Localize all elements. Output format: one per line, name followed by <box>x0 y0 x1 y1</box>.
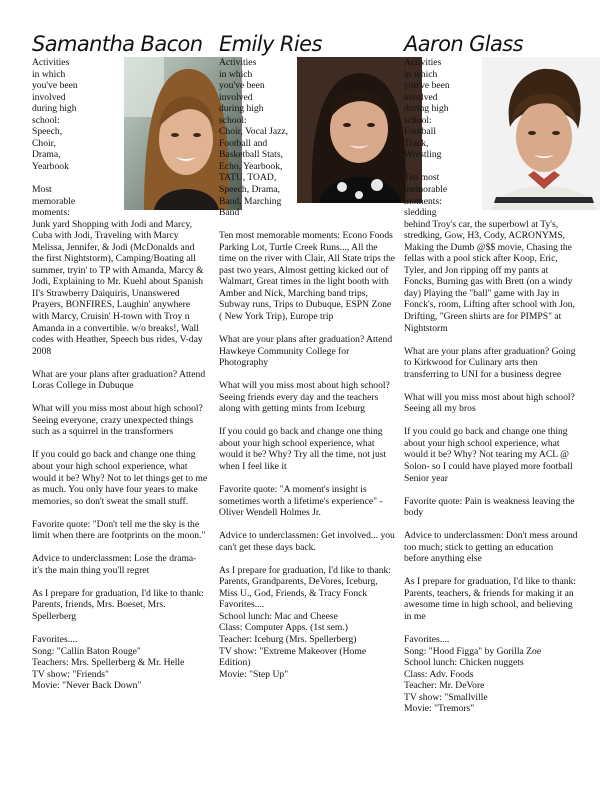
miss-answer: What will you miss most about high school? Seeing everyone, crazy unexpected things such as a squirrel in the transformers <box>32 403 203 438</box>
plans-answer: What are your plans after graduation? Attend Hawkeye Community College for Photography <box>219 334 393 369</box>
memorable-moments: behind Troy's car, the superbowl at Ty's, stredking, Gow, H3, Cody, ACRONYMS, Making the Dumb @$$ movie, Chasing the fellas with a pool stick after Koop, Eric, Tyler, and Jon ripping off my pants at Foncks, Burning gas with Brett (on a windy day) Playing the "ball" game with Jay in Fonck's, room, Lifting after school with Jon, Drifting, "Green shirts are for PIMPS" at Nightstorm <box>404 218 575 334</box>
change-answer: If you could go back and change one thing about your high school experience, what would it be? Why? Not to let things get to me as much. You only have four years to make memories, so don't sweat the small stuff. <box>32 449 208 507</box>
question-label: Activities in which you've been involved during high school: <box>32 57 78 126</box>
activities-list: Speech, Choir, Drama, Yearbook <box>32 126 69 172</box>
change-answer: If you could go back and change one thing about your high school experience, what would it be? Why? Try all the time, not just when I feel like it <box>219 426 387 472</box>
question-label: Ten most memorable moments: sledding <box>404 172 448 219</box>
activities-list: Football Track, Wrestling <box>404 126 442 161</box>
plans-answer: What are your plans after graduation? Going to Kirkwood for Culinary arts then transferring to UNI for a business degree <box>404 345 576 380</box>
question-label: Most memorable moments: <box>32 183 76 219</box>
student-profile-aaron <box>404 32 580 715</box>
question-label: Activities in which you've been involved during high school: <box>219 57 265 126</box>
favorite-quote: Favorite quote: "A moment's insight is sometimes worth a lifetime's experience" -Oliver Wendell Holmes Jr. <box>219 484 383 519</box>
advice-answer: Advice to underclassmen: Get involved... you can't get these days back. <box>219 530 395 553</box>
favorite-quote: Favorite quote: "Don't tell me the sky is the limit when there are footprints on the moon." <box>32 518 206 542</box>
favorites-list: Favorites.... School lunch: Mac and Cheese Class: Computer Apps. (1st sem.) Teacher: Iceburg (Mrs. Spellerberg) TV show: "Extreme Makeover (Home Edition) Movie: "Step Up" <box>219 599 367 680</box>
favorites-list: Favorites.... Song: "Hood Figga" by Gorilla Zoe School lunch: Chicken nuggets Class: Adv. Foods Teacher: Mr. DeVore TV show: "Smallville Movie: "Tremors" <box>404 633 542 715</box>
plans-answer: What are your plans after graduation? Attend Loras College in Dubuque <box>32 368 206 392</box>
student-photo <box>482 57 600 210</box>
memorable-moments: Junk yard Shopping with Jodi and Marcy, Cuba with Jodi, Traveling with Marcy Melissa, Jennifer, & Jodi (McDonalds and the first Nightstorm), Camping/Boating all summer, tryin' to TP with Amanda, Marcy & Jodi, Explaining to Mr. Kuehl about Spanish II's Strawberry Daiquiris, Unanswered Prayers, BONFIRES, Laughin' anywhere with Marcy, Cruisin' H-town with Troy n Amanda in a convertible. w/o breaks!, Wall codes with Heather, Speech bus rides, V-day 2008 <box>32 218 204 357</box>
favorites-list: Favorites.... Song: "Callin Baton Rouge" Teachers: Mrs. Spellerberg & Mr. Helle TV show: "Friends" Movie: "Never Back Down" <box>32 633 185 692</box>
student-name: Samantha Bacon <box>32 32 203 56</box>
thanks-answer: As I prepare for graduation, I'd like to thank: Parents, teachers, & friends for making it an awesome time in high school, and believing in me <box>404 576 576 622</box>
thanks-answer: As I prepare for graduation, I'd like to thank: Parents, Grandparents, DeVores, Iceburg, Miss U., God, Friends, & Tracy Fonck <box>219 564 391 599</box>
student-profile-samantha <box>32 32 208 692</box>
change-answer: If you could go back and change one thing about your high school experience, what would it be? Why? Not tearing my ACL @ Solon- so I could have played more football Senior year <box>404 426 573 484</box>
favorite-quote: Favorite quote: Pain is weakness leaving the body <box>404 495 575 519</box>
activities-list: Choir, Vocal Jazz, Football and Basketball Stats, Echo, Yearbook, TATU, TOAD, Speech, Drama, Band, Marching Band <box>219 126 289 219</box>
student-profile-emily <box>219 32 395 680</box>
memorable-moments: Ten most memorable moments: Econo Foods Parking Lot, Turtle Creek Runs..., All the time on the river with Clair, All State trips the past two years, Almost getting kicked out of Walmart, Great times in the light booth with Amber and Nick, Marching band trips, Subway runs, Trips to Dubuque, ESPN Zone ( New York Trip), Europe trip <box>219 230 396 322</box>
advice-answer: Advice to underclassmen: Don't mess around too much; stick to getting an education before anything else <box>404 530 578 565</box>
thanks-answer: As I prepare for graduation, I'd like to thank: Parents, friends, Mrs. Boeset, Mrs. Spellerberg <box>32 587 204 622</box>
student-name: Emily Ries <box>219 32 322 56</box>
miss-answer: What will you miss most about high school? Seeing friends every day and the teachers along with getting mints from Iceburg <box>219 380 390 415</box>
question-label: Activities in which you've been involved during high school: <box>404 57 450 126</box>
student-name: Aaron Glass <box>404 32 523 56</box>
miss-answer: What will you miss most about high school? Seeing all my bros <box>404 391 575 415</box>
advice-answer: Advice to underclassmen: Lose the drama- it's the main thing you'll regret <box>32 553 197 576</box>
